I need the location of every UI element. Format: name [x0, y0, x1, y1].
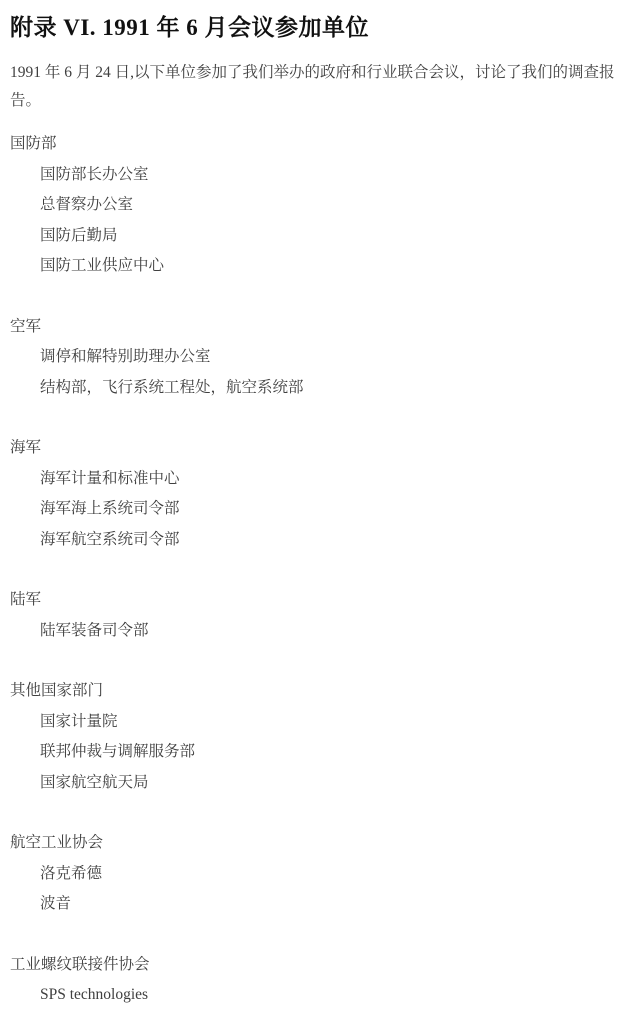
list-item: 联邦仲裁与调解服务部 — [40, 743, 196, 760]
section-heading: 空军 — [10, 317, 42, 335]
section-navy — [10, 433, 630, 555]
list-item: 结构部，飞行系统工程处，航空系统部 — [40, 378, 304, 396]
list-item: 海军海上系统司令部 — [40, 500, 180, 517]
section-other-national-departments — [10, 676, 630, 798]
intro-paragraph: 1991 年 6 月 24 日,以下单位参加了我们举办的政府和行业联合会议，讨论了我们的调查报告。 — [10, 64, 615, 109]
section-aerospace-industries-association — [10, 828, 630, 920]
list-item: 调停和解特别助理办公室 — [40, 348, 211, 365]
list-item: 陆军装备司令部 — [40, 621, 149, 639]
section-army — [10, 585, 630, 646]
list-item: 国家计量院 — [40, 712, 118, 730]
list-item: 国防后勤局 — [40, 226, 118, 244]
section-air-force — [10, 312, 630, 404]
list-item: 洛克希德 — [40, 864, 103, 882]
section-heading: 陆军 — [10, 591, 42, 608]
section-industrial-fasteners-association — [10, 950, 630, 1011]
list-item: 国防工业供应中心 — [40, 257, 165, 274]
section-heading: 工业螺纹联接件协会 — [10, 955, 150, 973]
list-item: 波音 — [40, 895, 72, 912]
list-item: 国家航空航天局 — [40, 773, 149, 791]
list-item: 海军计量和标准中心 — [40, 469, 180, 487]
section-heading: 其他国家部门 — [10, 682, 104, 699]
page-title: 附录 VI. 1991 年 6 月会议参加单位 — [10, 15, 370, 40]
section-heading: 海军 — [10, 439, 42, 456]
section-ministry-of-defense — [10, 129, 630, 282]
list-item: 总督察办公室 — [40, 196, 134, 213]
list-item: SPS technologies — [40, 986, 149, 1003]
section-heading: 国防部 — [10, 135, 57, 152]
section-heading: 航空工业协会 — [10, 834, 104, 851]
list-item: 海军航空系统司令部 — [40, 530, 180, 548]
list-item: 国防部长办公室 — [40, 165, 149, 183]
